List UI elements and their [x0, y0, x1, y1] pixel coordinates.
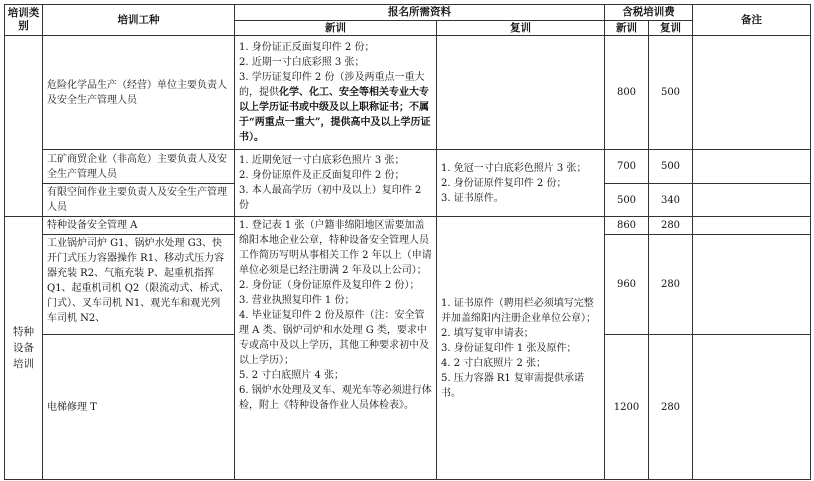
fee-renew-cell: 500	[649, 36, 693, 150]
table-row	[5, 217, 811, 235]
material-line: 2. 填写复审申请表；	[441, 327, 534, 339]
table-row	[5, 36, 811, 150]
header-category: 培训类别	[5, 5, 43, 36]
fee-new-cell: 960	[605, 235, 649, 335]
type-cell: 工业锅炉司炉 G1、锅炉水处理 G3、快开门式压力容器操作 R1、移动式压力容器充装 R2、气瓶充装 P、起重机指挥 Q1、起重机司机 Q2（限流动式、桥式、门式）、叉车司机 N1、观光车和观光列车司机 N2、	[43, 235, 235, 335]
material-line: 2. 身份证（身份证原件及复印件 2 份）；	[239, 280, 420, 291]
material-line: 3. 证书原件。	[441, 192, 504, 204]
material-line: 1. 近期免冠一寸白底彩色照片 3 张；	[239, 155, 405, 166]
type-cell: 特种设备安全管理 A	[43, 217, 235, 235]
material-line: 3. 身份证复印件 1 张及原件；	[441, 342, 577, 354]
material-line: 4. 2 寸白底照片 2 张；	[441, 357, 546, 369]
category-cell-empty	[5, 36, 43, 217]
renew-materials-cell-empty	[437, 36, 605, 150]
material-line: 1. 免冠一寸白底彩色照片 3 张；	[441, 162, 587, 174]
subheader-fee-new: 新训	[605, 21, 649, 36]
table-row	[5, 150, 811, 184]
fee-new-cell: 700	[605, 150, 649, 184]
new-materials-cell	[235, 217, 437, 480]
renew-materials-cell	[437, 150, 605, 217]
header-row	[5, 5, 811, 21]
subheader-materials-renew: 复训	[437, 21, 605, 36]
material-line: 6. 锅炉水处理及叉车、观光车等必须进行体检，附上《特种设备作业人员体检表》。	[239, 385, 432, 411]
material-line: 2. 身份证原件复印件 2 份；	[441, 177, 567, 189]
notes-cell	[693, 184, 811, 217]
type-cell: 工矿商贸企业（非高危）主要负责人及安全生产管理人员	[43, 150, 235, 184]
material-line: 1. 登记表 1 张（户籍非绵阳地区需要加盖绵阳本地企业公章，特种设备安全管理人员工作简历写明从事相关工作 2 年以上（申请单位必须是已经注册满 2 年及以上公司）；	[239, 220, 432, 276]
material-line: 3. 本人最高学历（初中及以上）复印件 2 份	[239, 185, 422, 211]
category-cell: 特种设备培训	[5, 217, 43, 480]
header-notes: 备注	[693, 5, 811, 36]
fee-new-cell: 500	[605, 184, 649, 217]
notes-cell	[693, 150, 811, 184]
notes-cell	[693, 217, 811, 235]
material-line: 3. 营业执照复印件 1 份；	[239, 295, 355, 306]
type-cell: 电梯修理 T	[43, 335, 235, 480]
material-line: 5. 2 寸白底照片 4 张；	[239, 370, 344, 381]
fee-renew-cell: 280	[649, 217, 693, 235]
material-line-bold: 化学、化工、安全等相关专业大专以上学历证书或中级及以上职称证书；不属于“两重点一重大”，提供高中及以上学历证书）。	[239, 87, 431, 143]
type-cell: 危险化学品生产（经营）单位主要负责人及安全生产管理人员	[43, 36, 235, 150]
material-line: 3. 学历证复印件 2 份（涉及两重点一重大的，提供	[239, 72, 425, 98]
fee-new-cell: 860	[605, 217, 649, 235]
header-materials: 报名所需资料	[235, 5, 605, 21]
new-materials-cell	[235, 36, 437, 150]
notes-cell	[693, 36, 811, 150]
fee-new-cell: 800	[605, 36, 649, 150]
fee-renew-cell: 340	[649, 184, 693, 217]
fee-renew-cell: 500	[649, 150, 693, 184]
header-fee: 含税培训费	[605, 5, 693, 21]
header-type: 培训工种	[43, 5, 235, 36]
material-line: 2. 身份证原件及正反面复印件 2 份；	[239, 170, 405, 181]
training-table	[4, 4, 811, 480]
notes-cell	[693, 235, 811, 335]
type-cell: 有限空间作业主要负责人及安全生产管理人员	[43, 184, 235, 217]
new-materials-cell	[235, 150, 437, 217]
fee-renew-cell: 280	[649, 335, 693, 480]
fee-renew-cell: 280	[649, 235, 693, 335]
material-line: 4. 毕业证复印件 2 份及原件（注：安全管理 A 类、锅炉司炉和水处理 G 类，要求中专或高中及以上学历，其他工种要求初中及以上学历）；	[239, 310, 429, 366]
subheader-fee-renew: 复训	[649, 21, 693, 36]
material-line: 1. 身份证正反面复印件 2 份；	[239, 42, 375, 53]
renew-materials-cell	[437, 217, 605, 480]
fee-new-cell: 1200	[605, 335, 649, 480]
material-line: 1. 证书原件（聘用栏必须填写完整并加盖绵阳内注册企业单位公章）；	[441, 297, 596, 324]
material-line: 5. 压力容器 R1 复审需提供承诺书。	[441, 372, 584, 399]
subheader-materials-new: 新训	[235, 21, 437, 36]
material-line: 2. 近期一寸白底彩照 3 张；	[239, 57, 365, 68]
notes-cell	[693, 335, 811, 480]
